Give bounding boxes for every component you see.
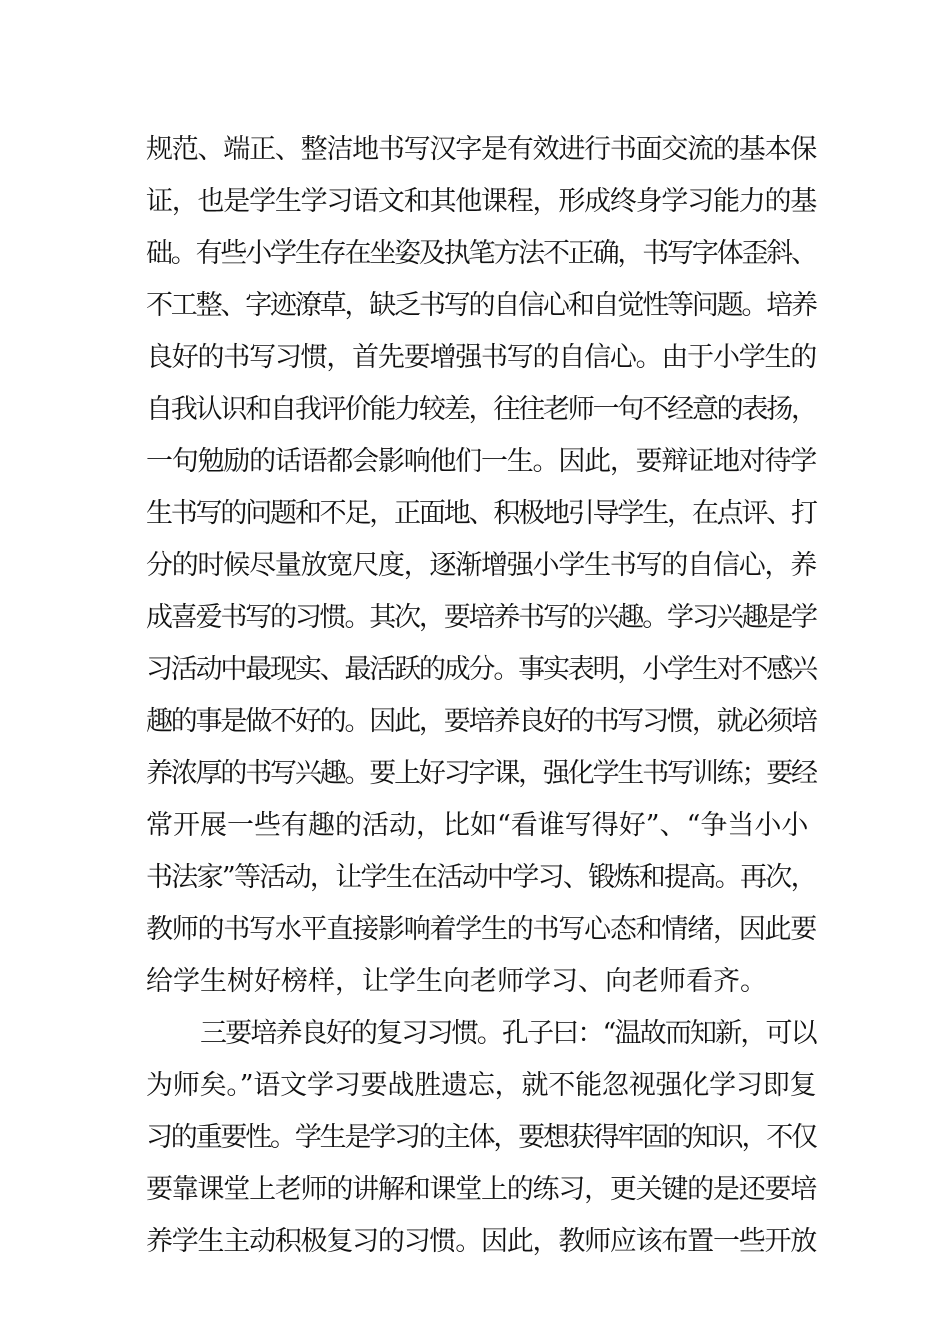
text-line: 证，也是学生学习语文和其他课程，形成终身学习能力的基 [146, 186, 817, 217]
text-line: 规范、端正、整洁地书写汉字是有效进行书面交流的基本保 [146, 134, 817, 165]
text-line: 要靠课堂上老师的讲解和课堂上的练习，更关键的是还要培 [146, 1174, 817, 1205]
text-line: 不工整、字迹潦草，缺乏书写的自信心和自觉性等问题。培养 [146, 290, 816, 321]
text-line: 趣的事是做不好的。因此，要培养良好的书写习惯，就必须培 [146, 706, 816, 737]
text-line-indented: 三要培养良好的复习习惯。孔子曰：“温故而知新，可以 [200, 1018, 816, 1049]
text-line: 养学生主动积极复习的习惯。因此，教师应该布置一些开放 [146, 1226, 817, 1257]
text-line: 书法家”等活动，让学生在活动中学习、锻炼和提高。再次， [146, 862, 816, 893]
text-line: 自我认识和自我评价能力较差，往往老师一句不经意的表扬， [146, 394, 816, 425]
text-line: 础。有些小学生存在坐姿及执笔方法不正确，书写字体歪斜、 [146, 238, 816, 269]
text-line: 为师矣。”语文学习要战胜遗忘，就不能忽视强化学习即复 [146, 1070, 817, 1101]
body-text [146, 124, 816, 1268]
text-line: 习的重要性。学生是学习的主体，要想获得牢固的知识，不仅 [146, 1122, 816, 1153]
text-line: 常开展一些有趣的活动，比如“看谁写得好”、“争当小小 [146, 810, 809, 841]
text-line: 成喜爱书写的习惯。其次，要培养书写的兴趣。学习兴趣是学 [146, 602, 816, 633]
text-line: 良好的书写习惯，首先要增强书写的自信心。由于小学生的 [146, 342, 817, 373]
text-line: 教师的书写水平直接影响着学生的书写心态和情绪，因此要 [146, 914, 817, 945]
text-line: 习活动中最现实、最活跃的成分。事实表明，小学生对不感兴 [146, 654, 816, 685]
paragraph-handwriting-habits [146, 124, 816, 1008]
text-line: 一句勉励的话语都会影响他们一生。因此，要辩证地对待学 [146, 446, 817, 477]
text-line: 生书写的问题和不足，正面地、积极地引导学生，在点评、打 [146, 498, 816, 529]
text-line: 给学生树好榜样，让学生向老师学习、向老师看齐。 [146, 966, 767, 997]
paragraph-review-habits [146, 1008, 816, 1268]
text-line: 养浓厚的书写兴趣。要上好习字课，强化学生书写训练；要经 [146, 758, 816, 789]
text-line: 分的时候尽量放宽尺度，逐渐增强小学生书写的自信心，养 [146, 550, 817, 581]
